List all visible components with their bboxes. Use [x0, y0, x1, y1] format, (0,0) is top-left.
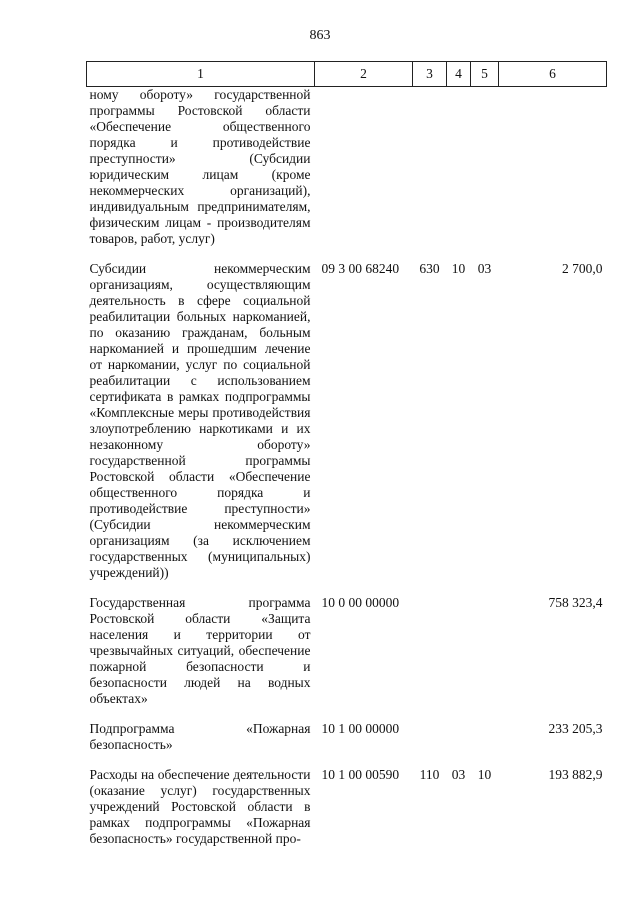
row-target-code: 10 1 00 00590 [321, 767, 400, 782]
row-spacer [87, 707, 607, 721]
row-target-code [315, 87, 413, 248]
table-body [87, 87, 607, 848]
row-target-code: 10 1 00 00000 [321, 721, 400, 736]
header-col-4: 4 [447, 62, 471, 87]
row-spacer [87, 753, 607, 767]
row-target-code: 09 3 00 68240 [321, 261, 400, 276]
table-row [87, 721, 607, 753]
row-description: Государственная программа Ростовской области «Защита населения и территории от чрезвычайных ситуаций, обеспечение пожарной безопасности и безопасности людей на водных объектах» [89, 595, 311, 706]
row-subsection [471, 595, 499, 707]
header-col-5: 5 [471, 62, 499, 87]
row-section [447, 721, 471, 753]
table-header [87, 62, 607, 87]
row-expense-type: 630 [419, 261, 440, 276]
row-target-code: 10 0 00 00000 [321, 595, 400, 610]
row-section: 10 [451, 261, 466, 276]
budget-table [86, 61, 607, 847]
row-expense-type: 110 [419, 767, 440, 782]
row-description: Подпрограмма «Пожарная безопасность» [89, 721, 311, 752]
table-row [87, 261, 607, 581]
row-amount: 193 882,9 [548, 767, 603, 782]
row-amount: 2 700,0 [562, 261, 603, 276]
budget-table-sheet [86, 61, 606, 847]
row-subsection: 03 [477, 261, 492, 276]
row-spacer [87, 581, 607, 595]
page-number: 863 [309, 28, 331, 43]
header-col-2: 2 [315, 62, 413, 87]
row-section [447, 87, 471, 248]
header-col-3: 3 [413, 62, 447, 87]
row-subsection [471, 87, 499, 248]
row-expense-type [413, 595, 447, 707]
table-row [87, 87, 607, 248]
row-amount [499, 87, 607, 248]
row-section: 03 [451, 767, 466, 782]
table-row [87, 767, 607, 847]
table-row [87, 595, 607, 707]
row-section [447, 595, 471, 707]
row-description: Субсидии некоммерческим организациям, осуществляющим деятельность в сфере социальной реабилитации больных наркоманией, по оказанию гражданам, больным наркоманией и прошедшим лечение от наркомании, услуг по социальной реабилитации с использованием сертификата в рамках подпрограммы «Комплексные меры противодействия злоупотреблению наркотиками и их незаконному обороту» государственной программы Ростовской области «Обеспечение общественного порядка и противодействие преступности» (Субсидии некоммерческим организациям (за исключением государственных (муниципальных) учреждений)) [89, 261, 311, 580]
row-subsection: 10 [477, 767, 492, 782]
row-subsection [471, 721, 499, 753]
row-amount: 758 323,4 [548, 595, 603, 610]
header-row [87, 62, 607, 87]
row-amount: 233 205,3 [548, 721, 603, 736]
row-expense-type [413, 87, 447, 248]
row-expense-type [413, 721, 447, 753]
header-col-6: 6 [499, 62, 607, 87]
row-description: Расходы на обеспечение деятельности (оказание услуг) государственных учреждений Ростовской области в рамках подпрограммы «Пожарная безопасность» государственной про- [89, 767, 311, 846]
row-spacer [87, 247, 607, 261]
header-col-1: 1 [87, 62, 315, 87]
row-description: ному обороту» государственной программы Ростовской области «Обеспечение общественного порядка и противодействие преступности» (Субсидии юридическим лицам (кроме некоммерческих организаций), индивидуальным предпринимателям, физическим лицам - производителям товаров, работ, услуг) [89, 87, 311, 246]
